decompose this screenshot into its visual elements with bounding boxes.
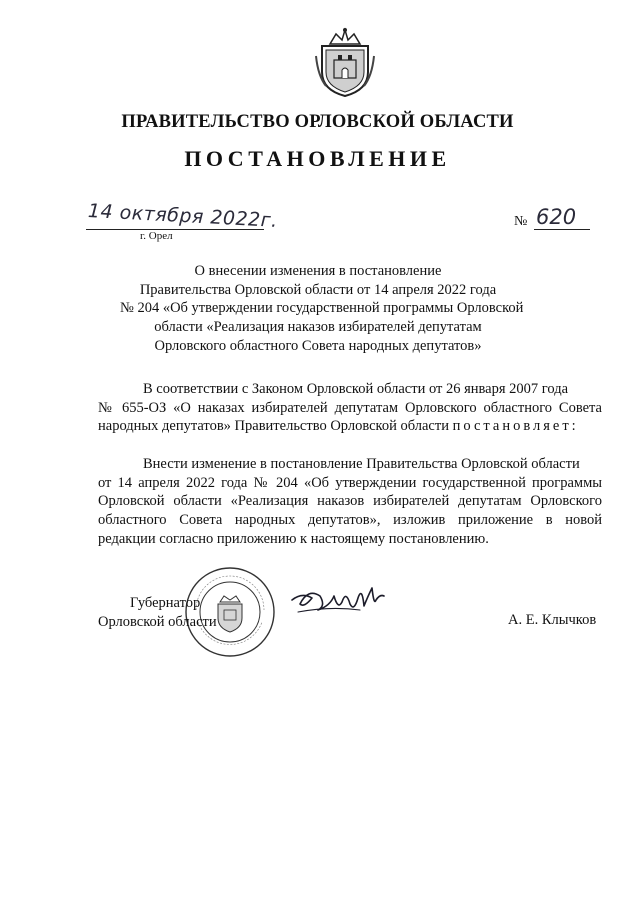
paragraph-line: от 14 апреля 2022 года № 204 «Об утверждении государственной программы [98,474,602,491]
subject-line: Правительства Орловской области от 14 апреля 2022 года [139,281,497,298]
paragraph-line: № 655-ОЗ «О наказах избирателей депутатам Орловского областного Совета [98,399,602,416]
city-label: г. Орел [140,230,173,242]
organization-title: ПРАВИТЕЛЬСТВО ОРЛОВСКОЙ ОБЛАСТИ [121,112,514,132]
signatory-name: А. Е. Клычков [508,612,597,628]
subject-line: О внесении изменения в постановление [194,263,442,279]
document-subject [120,262,524,356]
signatory-position [98,594,217,631]
subject-line: Орловского областного Совета народных депутатов» [154,337,482,354]
position-line: Губернатор [130,595,201,611]
paragraph-line: редакции согласно приложению к настоящему постановлению. [98,530,489,547]
paragraph-line: Орловской области «Реализация наказов избирателей депутатам Орловского [98,493,602,510]
coat-of-arms-icon [314,26,376,98]
paragraph-line [98,417,602,436]
paragraph-line: В соответствии с Законом Орловской области от 26 января 2007 года [143,381,569,397]
preamble-paragraph [98,380,602,436]
number-underline [534,229,590,230]
position-line: Орловской области [98,613,217,630]
date-handwritten: 14 октября 2022г. [87,200,279,232]
subject-line: области «Реализация наказов избирателей депутатам [154,319,482,336]
paragraph-text: народных депутатов» Правительство Орловской области [98,418,449,435]
document-type: ПОСТАНОВЛЕНИЕ [184,146,451,171]
paragraph-line: областного Совета народных депутатов», изложив приложение в новой [98,512,602,529]
date-underline [86,229,264,230]
paragraph-line: Внести изменение в постановление Правительства Орловской области [143,456,580,472]
number-handwritten: 620 [536,205,577,229]
number-sign: № [514,214,528,229]
resolution-paragraph [98,455,602,549]
resolution-keyword: постановляет: [452,418,579,435]
subject-line: № 204 «Об утверждении государственной программы Орловской [120,300,524,317]
handwritten-signature-icon [290,576,386,626]
